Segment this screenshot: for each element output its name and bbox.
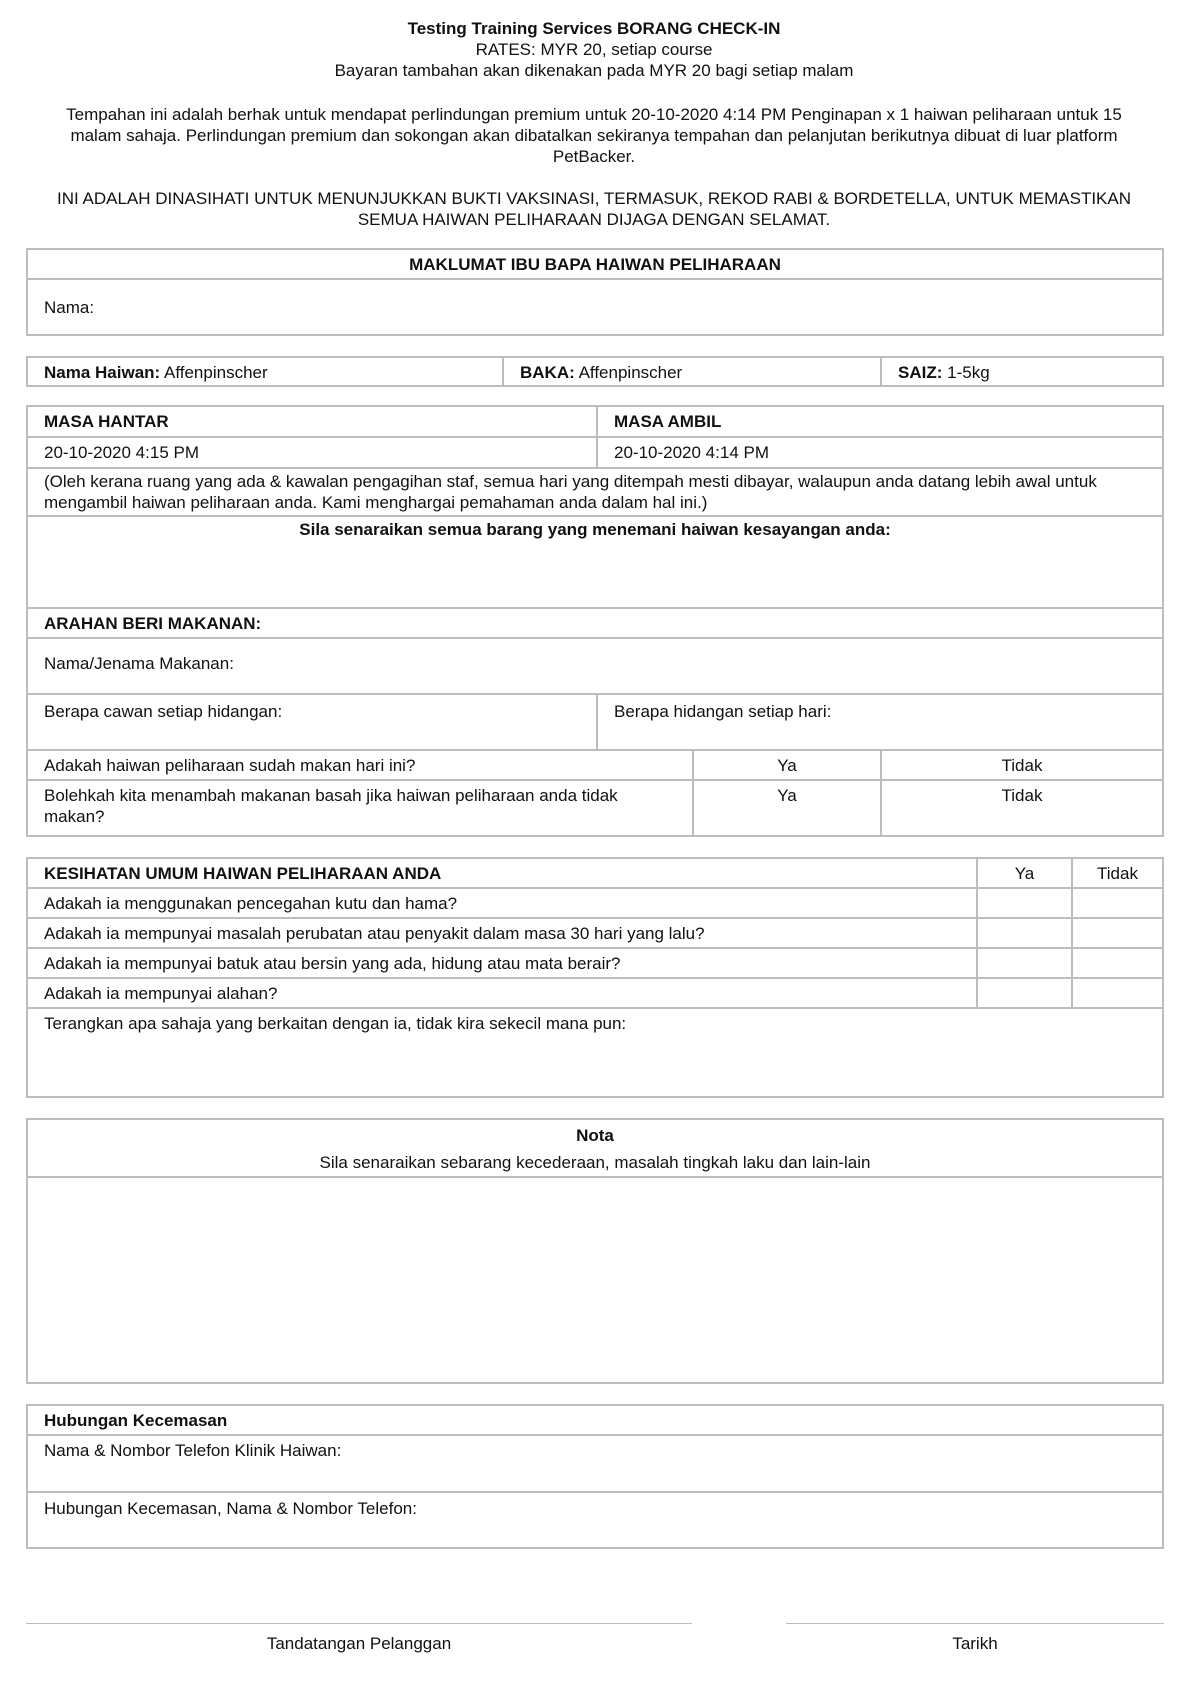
dropoff-time-label: MASA HANTAR <box>28 407 598 436</box>
pet-breed-value: Affenpinscher <box>578 363 683 382</box>
notes-header <box>28 1120 1162 1176</box>
health-question: Adakah ia mempunyai batuk atau bersin yang ada, hidung atau mata berair? <box>28 949 978 977</box>
cups-per-meal-field[interactable]: Berapa cawan setiap hidangan: <box>28 695 598 749</box>
food-brand-field[interactable]: Nama/Jenama Makanan: <box>44 654 234 673</box>
vet-clinic-field[interactable]: Nama & Nombor Telefon Klinik Haiwan: <box>44 1441 342 1460</box>
health-question: Adakah ia mempunyai alahan? <box>28 979 978 1007</box>
emergency-section <box>26 1404 1164 1549</box>
date-label: Tarikh <box>952 1634 998 1653</box>
pet-breed-cell <box>504 358 882 385</box>
health-no-checkbox[interactable] <box>1073 949 1162 977</box>
pet-name-cell <box>28 358 504 385</box>
health-heading: KESIHATAN UMUM HAIWAN PELIHARAAN ANDA <box>28 859 978 887</box>
ate-today-question: Adakah haiwan peliharaan sudah makan hari ini? <box>28 751 694 779</box>
health-yes-header: Ya <box>978 859 1073 887</box>
ate-today-no[interactable]: Tidak <box>1001 756 1043 775</box>
health-no-checkbox[interactable] <box>1073 919 1162 947</box>
parent-info-section <box>26 248 1164 336</box>
health-yes-checkbox[interactable] <box>978 979 1073 1007</box>
health-yes-checkbox[interactable] <box>978 949 1073 977</box>
form-title: Testing Training Services BORANG CHECK-IN <box>407 19 781 38</box>
health-question: Adakah ia mempunyai masalah perubatan atau penyakit dalam masa 30 hari yang lalu? <box>28 919 978 947</box>
date-line[interactable] <box>786 1623 1164 1624</box>
booking-feeding-section <box>26 405 1164 837</box>
pet-name-value: Affenpinscher <box>164 363 268 382</box>
feeding-heading: ARAHAN BERI MAKANAN: <box>44 614 262 633</box>
vaccination-advice: INI ADALAH DINASIHATI UNTUK MENUNJUKKAN BUKTI VAKSINASI, TERMASUK, REKOD RABI & BORDETELLA, UNTUK MEMASTIKAN SEMUA HAIWAN PELIHARAAN DIJAGA DENGAN SELAMAT. <box>56 189 1132 229</box>
pickup-time-label: MASA AMBIL <box>614 412 722 431</box>
ate-today-yes[interactable]: Ya <box>694 751 882 779</box>
emergency-contact-field[interactable]: Hubungan Kecemasan, Nama & Nombor Telefon: <box>44 1499 417 1518</box>
extra-charge-text: Bayaran tambahan akan dikenakan pada MYR 20 bagi setiap malam <box>334 61 854 80</box>
intro-paragraph: Tempahan ini adalah berhak untuk mendapat perlindungan premium untuk 20-10-2020 4:14 PM Penginapan x 1 haiwan peliharaan untuk 15 malam sahaja. Perlindungan premium dan sokongan akan dibatalkan sekiranya tempahan dan pelanjutan berikutnya dibuat di luar platform PetBacker. <box>66 105 1122 166</box>
notes-subheading: Sila senaraikan sebarang kecederaan, masalah tingkah laku dan lain-lain <box>319 1153 871 1172</box>
wet-food-yes[interactable]: Ya <box>694 781 882 835</box>
dropoff-time-value: 20-10-2020 4:15 PM <box>28 438 598 467</box>
customer-signature-line[interactable] <box>26 1623 692 1624</box>
health-explain-field[interactable]: Terangkan apa sahaja yang berkaitan dengan ia, tidak kira sekecil mana pun: <box>44 1014 627 1033</box>
health-no-header: Tidak <box>1097 864 1138 883</box>
form-header <box>40 18 1148 81</box>
health-question: Adakah ia menggunakan pencegahan kutu dan hama? <box>28 889 978 917</box>
emergency-heading: Hubungan Kecemasan <box>44 1411 228 1430</box>
pet-breed-label: BAKA: <box>520 363 575 382</box>
health-no-checkbox[interactable] <box>1073 889 1162 917</box>
health-no-checkbox[interactable] <box>1073 979 1162 1007</box>
health-yes-checkbox[interactable] <box>978 889 1073 917</box>
accompanying-items-field[interactable]: Sila senaraikan semua barang yang menemani haiwan kesayangan anda: <box>299 520 891 539</box>
pickup-time-value: 20-10-2020 4:14 PM <box>614 443 769 462</box>
pet-size-cell <box>882 358 1162 385</box>
wet-food-question: Bolehkah kita menambah makanan basah jika haiwan peliharaan anda tidak makan? <box>28 781 694 835</box>
pet-name-label: Nama Haiwan: <box>44 363 161 382</box>
wet-food-no[interactable]: Tidak <box>1001 786 1043 805</box>
parent-info-heading: MAKLUMAT IBU BAPA HAIWAN PELIHARAAN <box>409 255 781 274</box>
rates-text: RATES: MYR 20, setiap course <box>475 40 713 59</box>
health-section <box>26 857 1164 1098</box>
customer-signature-label: Tandatangan Pelanggan <box>266 1634 452 1653</box>
notes-field[interactable] <box>28 1178 1162 1382</box>
notes-section <box>26 1118 1164 1384</box>
parent-name-field[interactable]: Nama: <box>44 298 95 317</box>
pet-info-section <box>26 356 1164 387</box>
pet-size-label: SAIZ: <box>898 363 943 382</box>
health-yes-checkbox[interactable] <box>978 919 1073 947</box>
payment-note: (Oleh kerana ruang yang ada & kawalan pengagihan staf, semua hari yang ditempah mesti dibayar, walaupun anda datang lebih awal untuk mengambil haiwan peliharaan anda. Kami menghargai pemahaman anda dalam hal ini.) <box>44 472 1097 512</box>
notes-heading: Nota <box>576 1126 614 1145</box>
pet-size-value: 1-5kg <box>947 363 990 382</box>
meals-per-day-field[interactable]: Berapa hidangan setiap hari: <box>614 702 832 721</box>
